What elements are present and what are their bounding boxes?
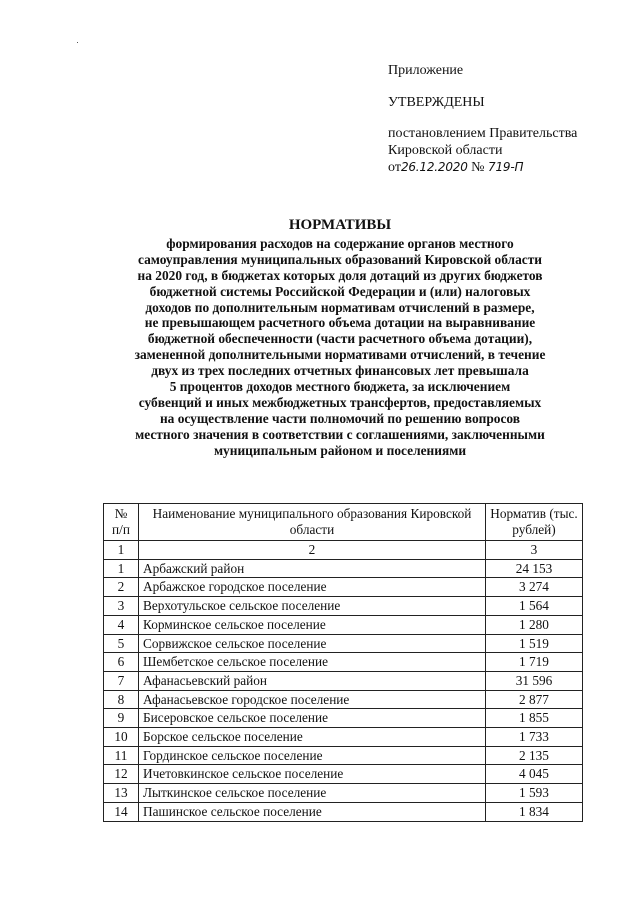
row-name: Арбажское городское поселение xyxy=(139,578,486,597)
title-line: на 2020 год, в бюджетах которых доля дотаций из других бюджетов xyxy=(137,267,543,283)
header-row xyxy=(104,504,583,541)
title-line: замененной дополнительными нормативами отчислений, в течение xyxy=(134,347,546,363)
row-value: 1 519 xyxy=(486,634,583,653)
row-name: Корминское сельское поселение xyxy=(139,615,486,634)
table-row xyxy=(104,690,583,709)
table-row xyxy=(104,634,583,653)
header-norm: Норматив (тыс. рублей) xyxy=(486,504,583,541)
table-row xyxy=(104,559,583,578)
title-line: местного значения в соответствии с соглашениями, заключенными xyxy=(135,426,545,442)
row-number: 4 xyxy=(104,615,139,634)
row-number: 3 xyxy=(104,597,139,616)
row-name: Пашинское сельское поселение xyxy=(139,802,486,821)
row-value: 1 834 xyxy=(486,802,583,821)
table-row xyxy=(104,597,583,616)
title-line: 5 процентов доходов местного бюджета, за исключением xyxy=(169,379,511,395)
approval-block xyxy=(388,62,577,176)
row-name: Арбажский район xyxy=(139,559,486,578)
row-name: Гординское сельское поселение xyxy=(139,746,486,765)
row-number: 14 xyxy=(104,802,139,821)
title-line: формирования расходов на содержание органов местного xyxy=(166,235,514,251)
title-line: бюджетной системы Российской Федерации и (или) налоговых xyxy=(149,283,531,299)
handwritten-number: 719-П xyxy=(488,160,524,174)
date-number-line xyxy=(388,159,577,176)
row-value: 2 135 xyxy=(486,746,583,765)
column-number: 3 xyxy=(486,541,583,560)
title-heading: НОРМАТИВЫ xyxy=(288,217,392,233)
row-name: Бисеровское сельское поселение xyxy=(139,709,486,728)
row-number: 9 xyxy=(104,709,139,728)
column-number-row xyxy=(104,541,583,560)
number-sign: № xyxy=(471,160,485,175)
row-value: 3 274 xyxy=(486,578,583,597)
row-number: 13 xyxy=(104,784,139,803)
table-row xyxy=(104,653,583,672)
table-row xyxy=(104,578,583,597)
row-value: 1 719 xyxy=(486,653,583,672)
table-row xyxy=(104,784,583,803)
row-name: Шембетское сельское поселение xyxy=(139,653,486,672)
table-row xyxy=(104,671,583,690)
row-value: 1 593 xyxy=(486,784,583,803)
row-value: 2 877 xyxy=(486,690,583,709)
approved-label: УТВЕРЖДЕНЫ xyxy=(388,95,485,110)
table-row xyxy=(104,709,583,728)
row-number: 1 xyxy=(104,559,139,578)
row-number: 8 xyxy=(104,690,139,709)
row-number: 5 xyxy=(104,634,139,653)
row-value: 1 855 xyxy=(486,709,583,728)
row-value: 1 564 xyxy=(486,597,583,616)
title-line: субвенций и иных межбюджетных трансфертов, предоставляемых xyxy=(138,394,542,410)
title-line: на осуществление части полномочий по решению вопросов xyxy=(159,410,521,426)
row-number: 7 xyxy=(104,671,139,690)
column-number: 1 xyxy=(104,541,139,560)
title-line: бюджетной обеспеченности (части расчетного объема дотации), xyxy=(147,331,533,347)
row-name: Афанасьевское городское поселение xyxy=(139,690,486,709)
title-line: не превышающем расчетного объема дотации на выравнивание xyxy=(144,315,536,331)
header-name: Наименование муниципального образования Кировской области xyxy=(139,504,486,541)
table-row xyxy=(104,615,583,634)
row-value: 1 733 xyxy=(486,728,583,747)
table-row xyxy=(104,746,583,765)
row-name: Лыткинское сельское поселение xyxy=(139,784,486,803)
handwritten-date: 26.12.2020 xyxy=(400,160,468,174)
row-number: 12 xyxy=(104,765,139,784)
region-line: Кировской области xyxy=(388,143,503,158)
header-num: № п/п xyxy=(104,504,139,541)
row-value: 31 596 xyxy=(486,671,583,690)
row-name: Верхотульское сельское поселение xyxy=(139,597,486,616)
norms-table xyxy=(103,503,583,822)
row-number: 10 xyxy=(104,728,139,747)
row-name: Сорвижское сельское поселение xyxy=(139,634,486,653)
title-line: самоуправления муниципальных образований Кировской области xyxy=(137,251,543,267)
appendix-label: Приложение xyxy=(388,63,464,78)
row-name: Борское сельское поселение xyxy=(139,728,486,747)
row-number: 2 xyxy=(104,578,139,597)
title-line: двух из трех последних отчетных финансовых лет превышала xyxy=(151,363,529,379)
row-value: 4 045 xyxy=(486,765,583,784)
scan-speck xyxy=(77,42,78,43)
row-name: Ичетовкинское сельское поселение xyxy=(139,765,486,784)
title-line: муниципальным районом и поселениями xyxy=(213,442,467,458)
table-row xyxy=(104,765,583,784)
title-line: доходов по дополнительным нормативам отчислений в размере, xyxy=(145,299,535,315)
table-row xyxy=(104,802,583,821)
row-name: Афанасьевский район xyxy=(139,671,486,690)
table-row xyxy=(104,728,583,747)
document-title xyxy=(100,218,580,459)
row-number: 11 xyxy=(104,746,139,765)
row-number: 6 xyxy=(104,653,139,672)
resolution-line: постановлением Правительства xyxy=(388,126,578,141)
date-prefix: от xyxy=(388,160,401,175)
column-number: 2 xyxy=(139,541,486,560)
row-value: 1 280 xyxy=(486,615,583,634)
row-value: 24 153 xyxy=(486,559,583,578)
